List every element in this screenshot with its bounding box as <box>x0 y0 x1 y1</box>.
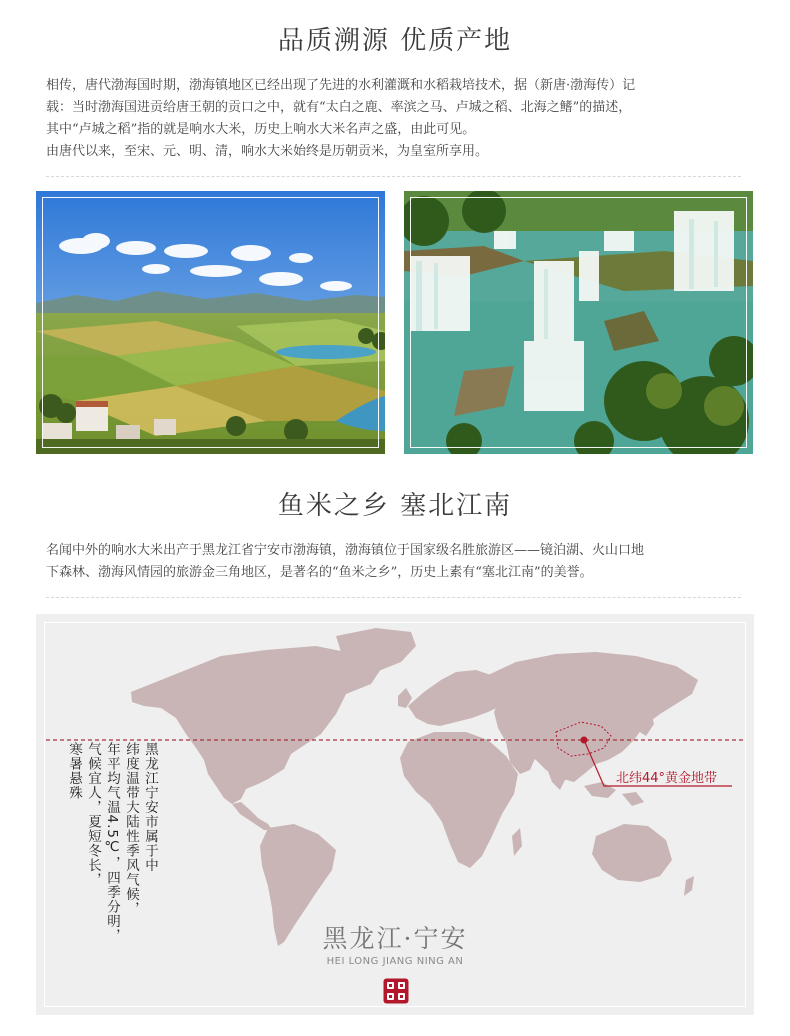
origin-line-3: 其中“卢城之稻”指的就是响水大米，历史上响水大米名声之盛，由此可见。 <box>46 122 476 137</box>
section-title-origin: 品质溯源 优质产地 <box>277 26 513 56</box>
climate-text <box>64 742 159 943</box>
photo-frame <box>42 197 379 448</box>
continents <box>131 628 698 946</box>
hometown-line-1: 名闻中外的响水大米出产于黑龙江省宁安市渤海镇，渤海镇位于国家级名胜旅游区——镜泊湖、火山口地 <box>46 543 645 558</box>
origin-line-4: 由唐代以来，至宋、元、明、清，响水大米始终是历朝贡米，为皇室所享用。 <box>46 144 489 159</box>
golden-belt-label: 北纬44°黄金地带 <box>616 771 718 786</box>
climate-col-5: 寒暑悬殊 <box>66 742 82 800</box>
origin-line-2: 载：当时渤海国进贡给唐王朝的贡口之中，就有“太白之鹿、率滨之马、卢城之稻、北海之鳍”的描述， <box>46 100 632 115</box>
photo-frame <box>410 197 747 448</box>
climate-col-4: 气候宜人，夏短冬长， <box>85 742 101 887</box>
seal-logo-icon <box>383 978 409 1004</box>
section-title-hometown: 鱼米之乡 塞北江南 <box>277 491 513 521</box>
brand-name-cn: 黑龙江·宁安 <box>322 924 468 953</box>
hometown-paragraph <box>46 540 746 584</box>
origin-paragraph <box>46 75 746 163</box>
hometown-line-2: 下森林、渤海风情园的旅游金三角地区，是著名的“鱼米之乡”，历史上素有“塞北江南”的美誉。 <box>46 565 593 580</box>
brand-name-en: HEI LONG JIANG NING AN <box>326 956 464 967</box>
climate-col-3: 年平均气温4.5℃，四季分明， <box>104 742 120 943</box>
origin-line-1: 相传，唐代渤海国时期，渤海镇地区已经出现了先进的水利灌溉和水稻栽培技术，据（新唐·渤海传）记 <box>46 78 636 93</box>
farmland-photo <box>36 191 385 454</box>
climate-col-1: 黑龙江宁安市属于中 <box>142 742 158 873</box>
climate-col-2: 纬度温带大陆性季风气候， <box>123 742 139 916</box>
world-map-panel <box>36 614 754 1015</box>
divider-1 <box>46 176 741 177</box>
divider-2 <box>46 597 741 598</box>
waterfall-photo <box>404 191 753 454</box>
